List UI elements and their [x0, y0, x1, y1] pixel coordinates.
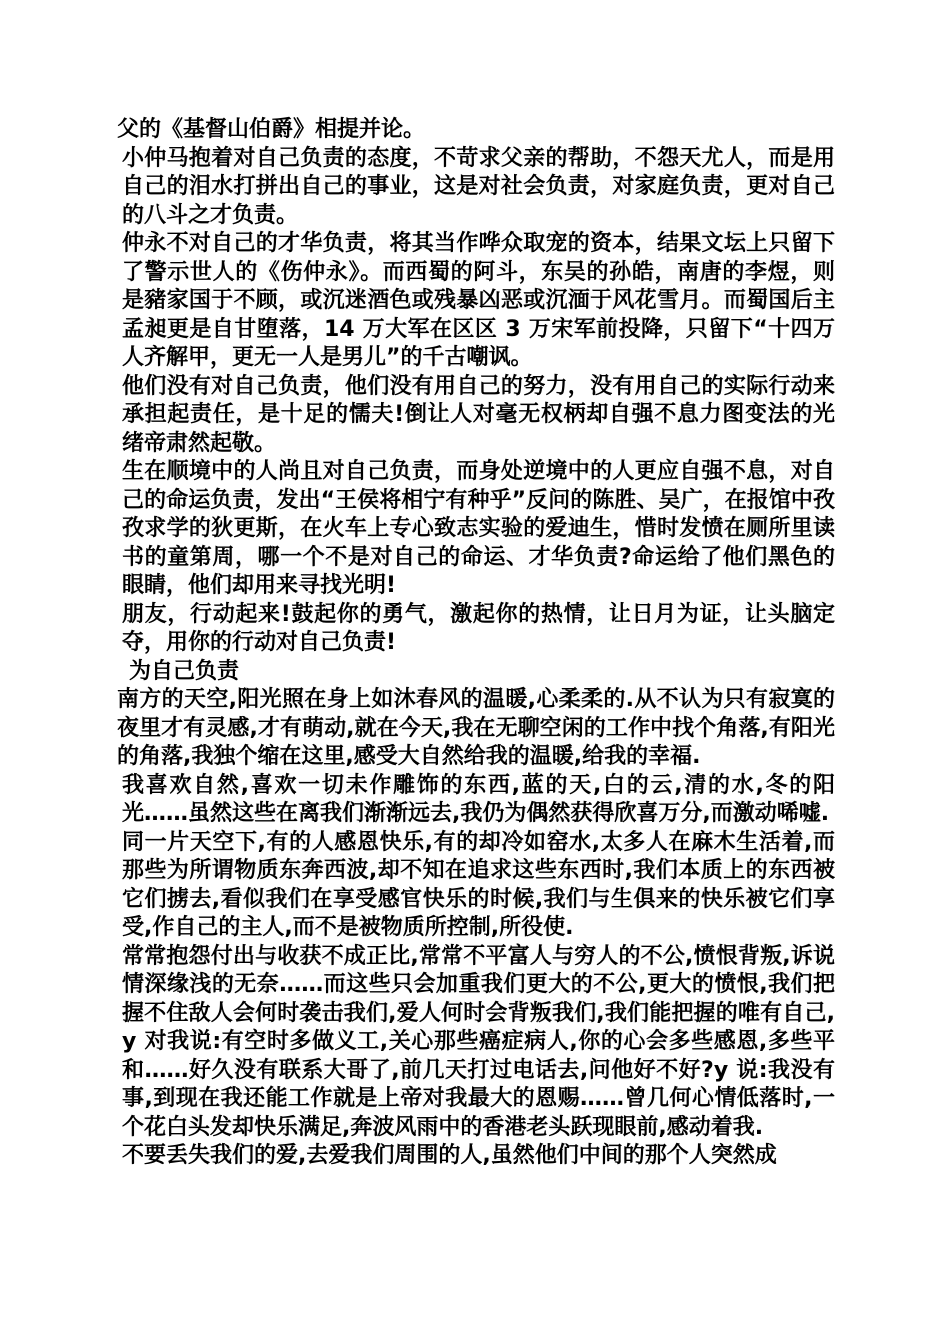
paragraph-5: 生在顺境中的人尚且对自己负责，而身处逆境中的人更应自强不息，对自己的命运负责，发出“王侯将相宁有种乎”反问的陈胜、吴广，在报馆中孜孜求学的狄更斯，在火车上专心致志实验的爱迪生，惜时发愤在厕所里读书的童第周，哪一个不是对自己的命运、才华负责?命运给了他们黑色的眼睛，他们却用来寻找光明! — [122, 459, 835, 598]
paragraph-4: 他们没有对自己负责，他们没有用自己的努力，没有用自己的实际行动来承担起责任，是十足的懦夫!倒让人对毫无权柄却自强不息力图变法的光绪帝肃然起敬。 — [122, 373, 835, 456]
paragraph-3: 仲永不对自己的才华负责，将其当作哗众取宠的资本，结果文坛上只留下了警示世人的《伤仲永》。而西蜀的阿斗，东吴的孙皓，南唐的李煜，则是豬家国于不顾，或沉迷酒色或残暴凶恶或沉湎于风花雪月。而蜀国后主孟昶更是自甘堕落，14 万大军在区区 3 万宋军前投降，只留下“十四万人齐解甲，更无一人是男儿”的千古嘲讽。 — [122, 231, 835, 370]
paragraph-10: 常常抱怨付出与收获不成正比,常常不平富人与穷人的不公,愤恨背叛,诉说情深缘浅的无奈……而这些只会加重我们更大的不公,更大的愤恨,我们把握不住敌人会何时袭击我们,爱人何时会背叛我们,我们能把握的唯有自己,y 对我说:有空时多做义工,关心那些癌症病人,你的心会多些感恩,多些平和……好久没有联系大哥了,前几天打过电话去,问他好不好?y 说:我没有事,到现在我还能工作就是上帝对我最大的恩赐……曾几何心情低落时,一个花白头发却快乐满足,奔波风雨中的香港老头跃现眼前,感动着我. — [122, 943, 835, 1140]
paragraph-1: 父的《基督山伯爵》相提并论。 — [117, 117, 426, 142]
document-body — [117, 116, 835, 1171]
paragraph-2: 小仲马抱着对自己负责的态度，不苛求父亲的帮助，不怨天尤人，而是用自己的泪水打拼出自己的事业，这是对社会负责，对家庭负责，更对自己的八斗之才负责。 — [122, 145, 835, 228]
section-title: 为自己负责 — [129, 658, 240, 684]
paragraph-11: 不要丢失我们的爱,去爱我们周围的人,虽然他们中间的那个人突然成 — [122, 1143, 777, 1168]
paragraph-9: 同一片天空下,有的人感恩快乐,有的却冷如窑水,太多人在麻木生活着,而那些为所谓物质东奔西波,却不知在追求这些东西时,我们本质上的东西被它们掳去,看似我们在享受感官快乐的时候,我们与生俱来的快乐被它们享受,作自己的主人,而不是被物质所控制,所役使. — [122, 829, 835, 940]
paragraph-6: 朋友，行动起来!鼓起你的勇气，激起你的热情，让日月为证，让头脑定夺，用你的行动对自己负责! — [122, 601, 835, 655]
paragraph-8: 我喜欢自然,喜欢一切未作雕饰的东西,蓝的天,白的云,清的水,冬的阳光……虽然这些在离我们渐渐远去,我仍为偶然获得欣喜万分,而激动唏嘘. — [122, 772, 835, 826]
paragraph-7: 南方的天空,阳光照在身上如沐春风的温暖,心柔柔的.从不认为只有寂寞的夜里才有灵感,才有萌动,就在今天,我在无聊空闲的工作中找个角落,有阳光的角落,我独个缩在这里,感受大自然给我的温暖,给我的幸福. — [117, 687, 835, 769]
